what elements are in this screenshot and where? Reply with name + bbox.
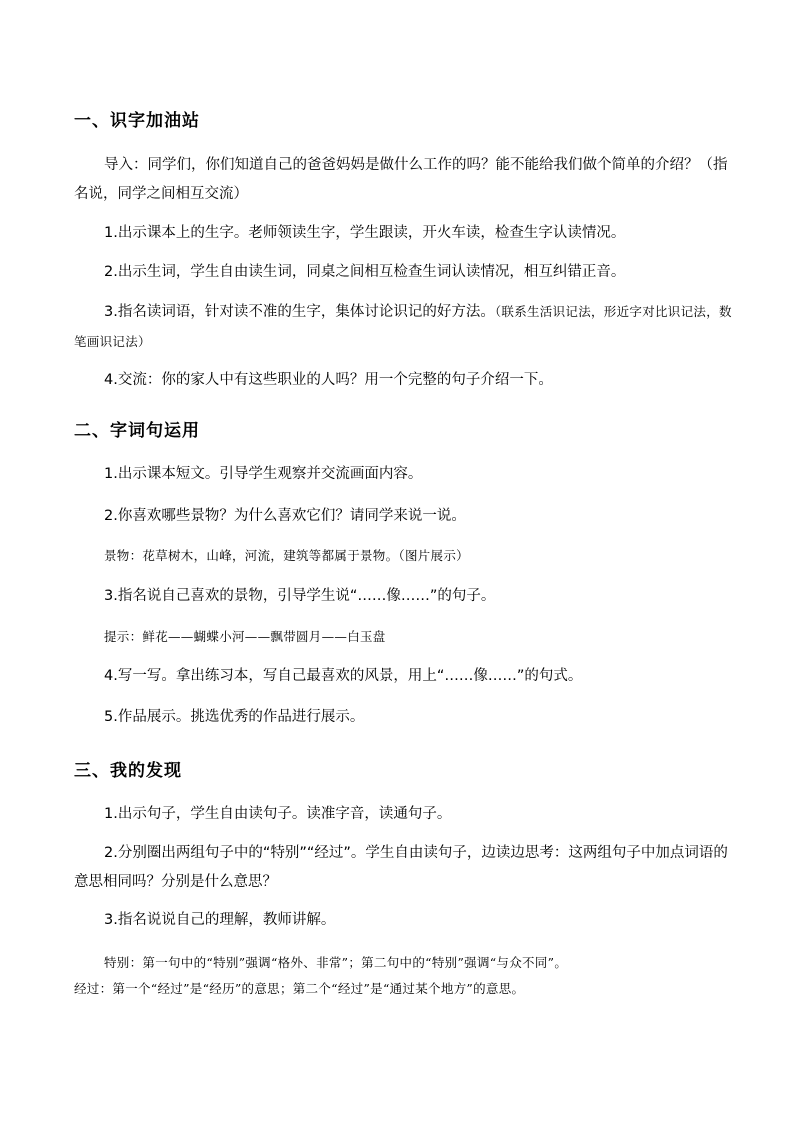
section-heading-3: 三、我的发现 [74,761,182,781]
section-heading-2: 二、字词句运用 [74,421,200,441]
section3-item-3: 3.指名说说自己的理解，教师讲解。 [104,912,336,928]
section2-item-1: 1.出示课本短文。引导学生观察并交流画面内容。 [104,466,423,482]
section3-note-a: 特别：第一句中的“特别”强调“格外、非常”；第二句中的“特别”强调“与众不同”。 [104,955,568,970]
section1-intro: 导入：同学们，你们知道自己的爸爸妈妈是做什么工作的吗？能不能给我们做个简单的介绍？（指名说，同学之间相互交流） [74,157,728,202]
section-heading-1: 一、识字加油站 [74,111,200,131]
section1-item-4: 4.交流：你的家人中有这些职业的人吗？用一个完整的句子介绍一下。 [104,372,553,388]
section2-item-5: 5.作品展示。挑选优秀的作品进行展示。 [104,709,365,725]
section2-note-2: 提示：鲜花——蝴蝶小河——飘带圆月——白玉盘 [104,629,386,644]
section2-note-1: 景物：花草树木，山峰，河流，建筑等都属于景物。（图片展示） [104,548,469,563]
section1-item-3-main: 3.指名读词语，针对读不准的生字，集体讨论识记的好方法。 [104,304,495,320]
section2-item-2: 2.你喜欢哪些景物？为什么喜欢它们？请同学来说一说。 [104,508,466,524]
section3-item-2: 2.分别圈出两组句子中的“特别”“经过”。学生自由读句子，边读边思考：这两组句子中加点词语的意思相同吗？分别是什么意思？ [74,845,728,890]
section1-item-2: 2.出示生词，学生自由读生词，同桌之间相互检查生词认读情况，相互纠错正音。 [104,264,626,280]
section1-item-1: 1.出示课本上的生字。老师领读生字，学生跟读，开火车读，检查生字认读情况。 [104,225,626,241]
section1-item-3 [74,297,734,357]
section1-item-3-note: （联系生活识记法，形近字对比识记法，数笔画识记法） [74,304,732,349]
section3-item-1: 1.出示句子，学生自由读句子。读准字音，读通句子。 [104,806,452,822]
section2-item-4: 4.写一写。拿出练习本，写自己最喜欢的风景，用上“……像……”的句式。 [104,668,583,684]
section3-note-b: 经过：第一个“经过”是“经历”的意思；第二个“经过”是“通过某个地方”的意思。 [74,981,525,996]
section2-item-3: 3.指名说自己喜欢的景物，引导学生说“……像……”的句子。 [104,588,496,604]
